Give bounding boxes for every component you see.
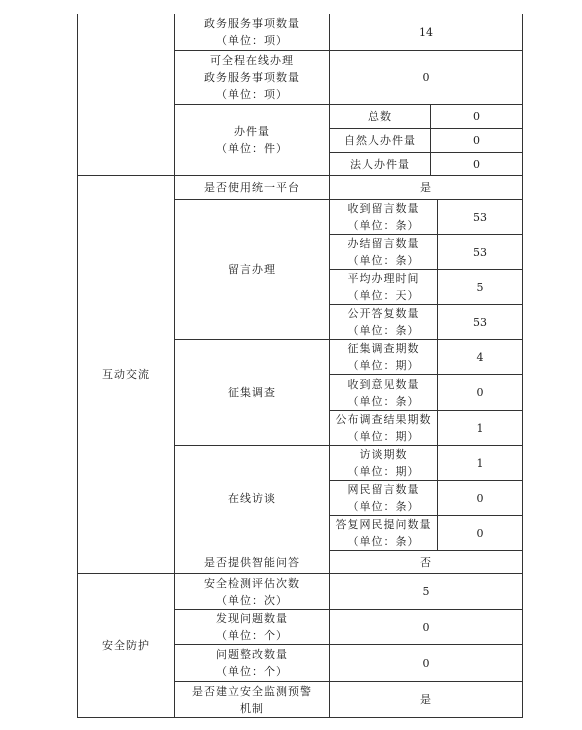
smart-qa-value: 否 xyxy=(420,555,432,569)
unified-platform-value: 是 xyxy=(420,181,432,194)
table-border-right xyxy=(522,14,523,717)
table-border-bottom xyxy=(77,717,523,718)
label-line: 答复网民提问数量 xyxy=(335,518,432,531)
label-line: 发现问题数量 xyxy=(216,612,288,625)
label-line: 平均办理时间 xyxy=(347,272,420,285)
issues-fixed-value: 0 xyxy=(422,656,430,670)
smart-qa-label: 是否提供智能问答 xyxy=(204,555,300,569)
survey-results-value: 1 xyxy=(476,421,484,435)
monitoring-label xyxy=(175,682,329,717)
label-line: （单位：期） xyxy=(347,430,420,443)
handling-label xyxy=(175,105,329,175)
received-label xyxy=(330,200,437,234)
concluded-label xyxy=(330,235,437,269)
label-line: （单位：条） xyxy=(347,535,420,548)
label-line: （单位：个） xyxy=(216,629,288,642)
label-line: （单位：天） xyxy=(347,289,420,302)
label-line: （单位：条） xyxy=(347,324,420,337)
label-line: 问题整改数量 xyxy=(216,648,288,661)
label-line: 收到意见数量 xyxy=(347,377,420,391)
issues-found-label xyxy=(175,610,329,644)
label-line: 征集调查期数 xyxy=(347,342,420,355)
survey-opinions-label xyxy=(330,375,437,410)
handling-total-label: 总数 xyxy=(368,110,392,123)
label-line: 安全检测评估次数 xyxy=(204,576,300,590)
handling-legal-value: 0 xyxy=(473,157,480,171)
public-replies-label xyxy=(330,305,437,339)
security-section-label: 安全防护 xyxy=(102,639,150,652)
handling-total-value: 0 xyxy=(473,110,480,123)
label-line: 办件量 xyxy=(234,125,270,138)
label-line: 机制 xyxy=(240,701,264,715)
label-line: （单位：期） xyxy=(347,359,420,372)
label-line: （单位：条） xyxy=(347,394,420,408)
handling-natural-value: 0 xyxy=(473,134,480,147)
label-line: （单位：个） xyxy=(216,665,288,678)
label-line: 办结留言数量 xyxy=(347,237,420,250)
handling-legal-label: 法人办件量 xyxy=(350,157,410,171)
interview-label: 在线访谈 xyxy=(228,491,276,505)
issues-found-value: 0 xyxy=(422,620,430,634)
assessments-label xyxy=(175,574,329,609)
assessments-value: 5 xyxy=(422,585,430,598)
label-line: 收到留言数量 xyxy=(347,202,420,215)
items-count-label xyxy=(175,14,329,50)
handling-natural-label: 自然人办件量 xyxy=(344,134,416,147)
concluded-value: 53 xyxy=(473,245,487,259)
issues-fixed-label xyxy=(175,645,329,681)
avg-time-value: 5 xyxy=(476,280,484,294)
label-line: （单位：项） xyxy=(216,88,288,101)
label-line: （单位：次） xyxy=(216,593,288,607)
label-line: 公开答复数量 xyxy=(347,307,420,320)
netizen-msgs-label xyxy=(330,481,437,515)
received-value: 53 xyxy=(473,210,487,224)
label-line: （单位：件） xyxy=(216,142,288,155)
messages-label: 留言办理 xyxy=(228,263,276,276)
label-line: 政务服务事项数量 xyxy=(204,71,300,84)
label-line: （单位：条） xyxy=(347,219,420,232)
label-line: （单位：条） xyxy=(347,254,420,267)
survey-results-label xyxy=(330,411,437,445)
label-line: 网民留言数量 xyxy=(347,483,420,496)
label-line: 访谈期数 xyxy=(359,448,408,461)
label-line: （单位：项） xyxy=(216,34,288,47)
items-count-value: 14 xyxy=(419,25,433,39)
label-line: 公布调查结果期数 xyxy=(335,413,432,426)
label-line: 可全程在线办理 xyxy=(210,54,294,67)
monitoring-value: 是 xyxy=(420,693,432,706)
avg-time-label xyxy=(330,270,437,304)
answers-value: 0 xyxy=(476,526,484,540)
label-line: （单位：条） xyxy=(347,500,420,513)
interview-periods-value: 1 xyxy=(476,456,484,470)
answers-label xyxy=(330,516,437,550)
label-line: 是否建立安全监测预警 xyxy=(192,684,312,698)
netizen-msgs-value: 0 xyxy=(476,491,484,505)
interaction-section-label: 互动交流 xyxy=(102,368,150,381)
interview-periods-label xyxy=(330,446,437,480)
public-replies-value: 53 xyxy=(473,315,487,329)
survey-opinions-value: 0 xyxy=(476,386,484,399)
label-line: （单位：期） xyxy=(347,465,420,478)
survey-periods-value: 4 xyxy=(476,350,484,364)
survey-periods-label xyxy=(330,340,437,374)
label-line: 政务服务事项数量 xyxy=(204,17,300,30)
online-count-label xyxy=(175,51,329,104)
survey-label: 征集调查 xyxy=(228,386,276,399)
unified-platform-label: 是否使用统一平台 xyxy=(204,181,300,194)
online-count-value: 0 xyxy=(422,71,430,84)
